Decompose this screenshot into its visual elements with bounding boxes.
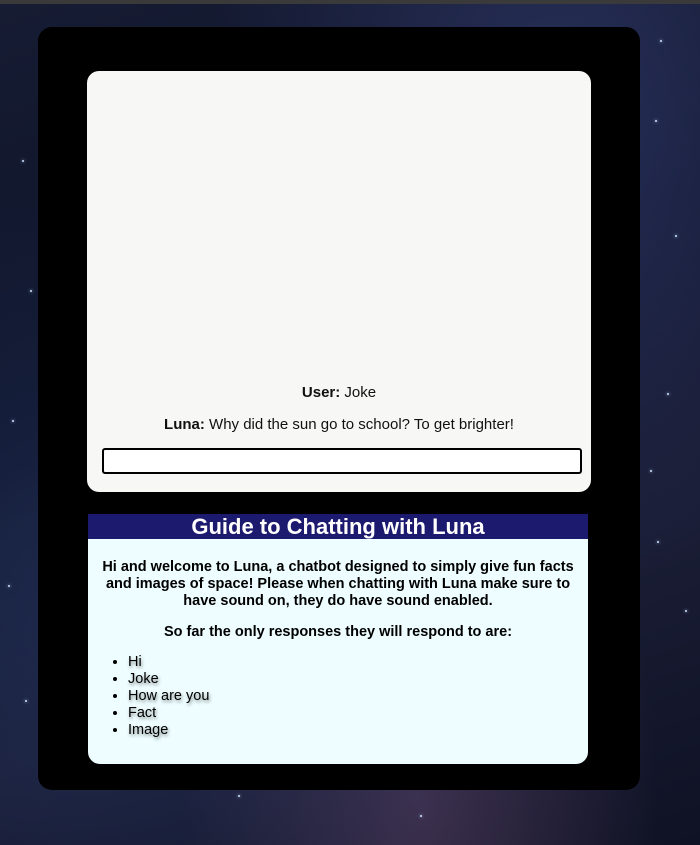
star-decoration bbox=[30, 290, 32, 292]
chat-message-user bbox=[87, 384, 591, 401]
star-decoration bbox=[8, 585, 10, 587]
star-decoration bbox=[685, 610, 687, 612]
star-decoration bbox=[420, 815, 422, 817]
star-decoration bbox=[650, 470, 652, 472]
star-decoration bbox=[657, 541, 659, 543]
chat-window bbox=[87, 71, 591, 492]
star-decoration bbox=[667, 393, 669, 395]
guide-responses-heading: So far the only responses they will respond to are: bbox=[163, 624, 513, 640]
star-decoration bbox=[675, 235, 677, 237]
guide-title: Guide to Chatting with Luna bbox=[88, 514, 588, 539]
message-text: Why did the sun go to school? To get brighter! bbox=[204, 416, 514, 433]
list-item: • Joke bbox=[128, 671, 588, 688]
message-speaker: Luna: bbox=[164, 416, 205, 433]
browser-top-edge bbox=[0, 0, 700, 4]
list-item: • Hi bbox=[128, 654, 588, 671]
star-decoration bbox=[238, 795, 240, 797]
star-decoration bbox=[12, 420, 14, 422]
star-decoration bbox=[655, 120, 657, 122]
chat-input[interactable] bbox=[102, 448, 582, 474]
message-text: Joke bbox=[340, 384, 377, 401]
star-decoration bbox=[25, 700, 27, 702]
message-speaker: User: bbox=[301, 384, 341, 401]
chat-message-luna bbox=[87, 416, 591, 433]
list-item: • How are you bbox=[128, 688, 588, 705]
star-decoration bbox=[22, 160, 24, 162]
list-item: • Fact bbox=[128, 705, 588, 722]
star-decoration bbox=[660, 40, 662, 42]
guide-intro-text: Hi and welcome to Luna, a chatbot designed to simply give fun facts and images of space! Please when chatting with Luna make sure to have sound on, they do have sound enabled. bbox=[102, 559, 574, 609]
responses-list bbox=[88, 654, 588, 739]
guide-panel bbox=[88, 514, 588, 764]
list-item: • Image bbox=[128, 722, 588, 739]
